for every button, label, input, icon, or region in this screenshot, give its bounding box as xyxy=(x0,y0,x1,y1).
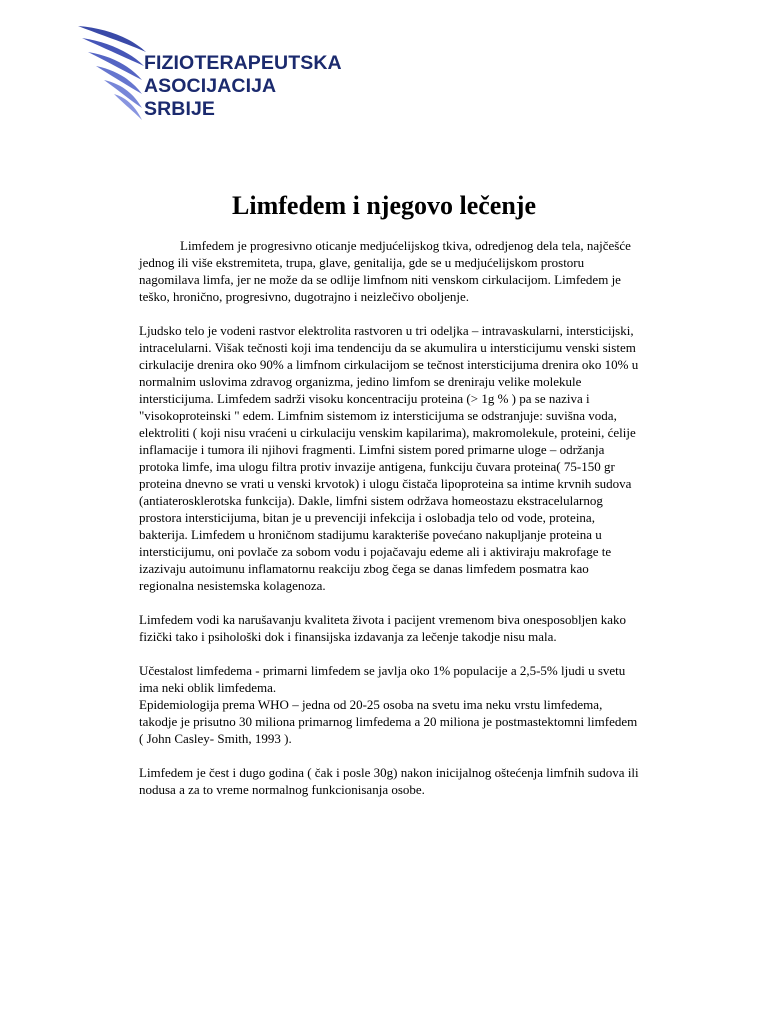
logo-line-2: ASOCIJACIJA xyxy=(144,75,277,97)
paragraph-quality-of-life: Limfedem vodi ka narušavanju kvaliteta života i pacijent vremenom biva onesposobljen kako fizički tako i psihološki dok i finansijska izdavanja za lečenje takodje nisu mala. xyxy=(139,612,626,644)
paragraph-physiology: Ljudsko telo je vodeni rastvor elektrolita rastvoren u tri odeljka – intravaskularni, intersticijski, intracelularni. Višak tečnosti koji ima tendenciju da se akumulira u intersticijumu venski sistem cirkulacije drenira oko 90% a limfnom cirkulacijom se tečnost intersticijuma drenira oko 10% u normalnim uslovima zdravog organizma, jedino limfom se dreniraju velike molekule intersticijuma. Limfedem sadrži visoku koncentraciju proteina (> 1g % ) pa se naziva i "visokoproteinski " edem. Limfnim sistemom iz intersticijuma se odstranjuje: suvišna voda, elektroliti ( koji nisu vraćeni u cirkulaciju venskim kapilarima), makromolekule, proteini, ćelije inflamacije i tumora ili njihovi fragmenti. Limfni sistem pored primarne uloge – održanja protoka limfe, ima ulogu filtra protiv invazije antigena, funkciju čuvara proteina( 75-150 gr proteina dnevno se vrati u venski krvotok) i ulogu čistača lipoproteina sa intime krvnih sudova (antiaterosklerotska funkcija). Dakle, limfni sistem održava homeostazu ekstracelularnog prostora intersticijuma, bitan je u prevenciji infekcija i oslobadja telo od vode, proteina, bakterija. Limfedem u hroničnom stadijumu karakteriše povećano nakupljanje proteina u intersticijumu, oni povlače za sobom vodu i pojačavaju edeme ali i aktiviraju makrofage te izazivaju autoimunu inflamatornu reakciju zbog čega se danas limfedem posmatra kao regionalna nesistemska kolagenoza. xyxy=(139,323,639,593)
logo-text xyxy=(144,52,342,121)
paragraph-epidemiology: Učestalost limfedema - primarni limfedem se javlja oko 1% populacije a 2,5-5% ljudi u svetu ima neki oblik limfedema. Epidemiologija prema WHO – jedna od 20-25 osoba na svetu ima neku vrstu limfedema, takodje je prisutno 30 miliona primarnog limfedema a 20 miliona je postmastektomni limfedem ( John Casley- Smith, 1993 ). xyxy=(139,663,638,746)
document-title: Limfedem i njegovo lečenje xyxy=(232,191,536,220)
document-body xyxy=(139,237,639,815)
logo-line-1: FIZIOTERAPEUTSKA xyxy=(144,52,342,74)
association-logo xyxy=(76,22,366,124)
logo-line-3: SRBIJE xyxy=(144,98,216,120)
paragraph-onset: Limfedem je čest i dugo godina ( čak i posle 30g) nakon inicijalnog oštećenja limfnih sudova ili nodusa a za to vreme normalnog funkcionisanja osobe. xyxy=(139,765,639,797)
paragraph-definition: Limfedem je progresivno oticanje medjućelijskog tkiva, odredjenog dela tela, najčešće jednog ili više ekstremiteta, trupa, glave, genitalija, gde se u medjućelijskom prostoru nagomilava limfa, jer ne može da se odlije limfnom niti venskom cirkulacijom. Limfedem je teško, hronično, progresivno, dugotrajno i neizlečivo oboljenje. xyxy=(139,238,631,304)
